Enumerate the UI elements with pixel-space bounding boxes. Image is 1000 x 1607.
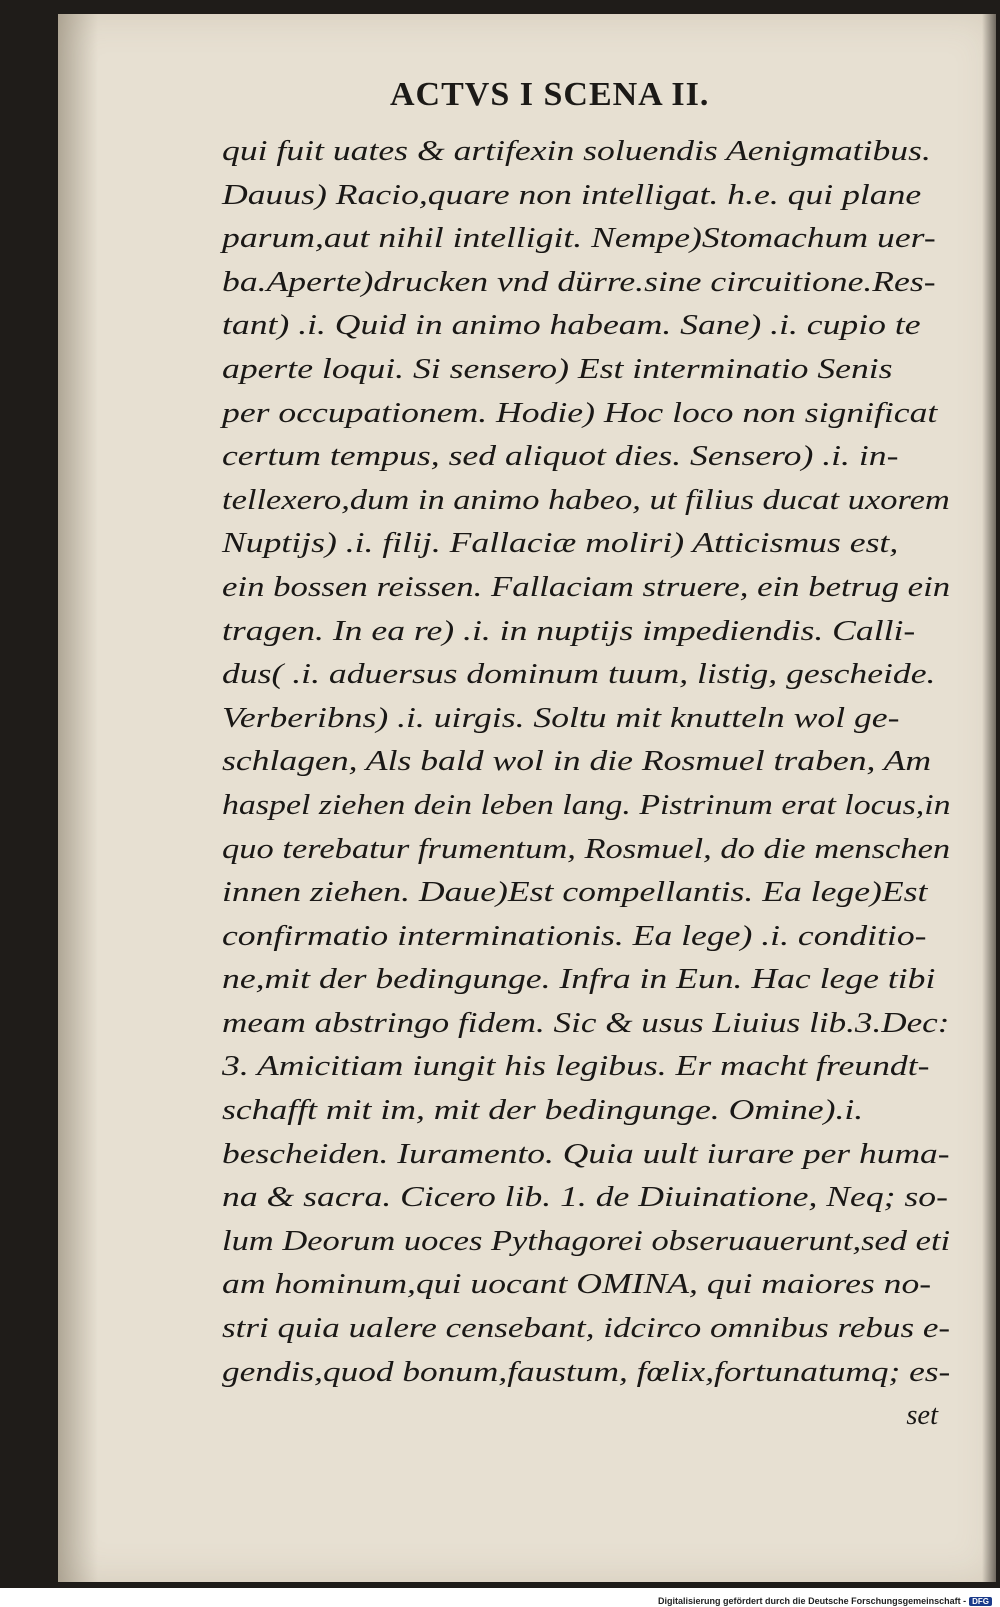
text-line: certum tempus, sed aliquot dies. Sensero) .i. in- [222, 441, 899, 473]
text-line: dus( .i. aduersus dominum tuum, listig, gescheide. [222, 659, 936, 691]
text-line: innen ziehen. Daue)Est compellantis. Ea lege)Est [222, 877, 928, 909]
text-line: ne,mit der bedingunge. Infra in Eun. Hac lege tibi [222, 964, 936, 996]
text-line: bescheiden. Iuramento. Quia uult iurare per huma- [222, 1138, 950, 1170]
text-line: gendis,quod bonum,faustum, fœlix,fortunatumq; es- [222, 1356, 951, 1388]
text-line: tant) .i. Quid in animo habeam. Sane) .i. cupio te [222, 310, 921, 342]
text-line: tragen. In ea re) .i. in nuptijs impediendis. Calli- [222, 615, 916, 647]
text-block [222, 130, 952, 1438]
dfg-logo-icon: DFG [969, 1597, 992, 1606]
text-line: parum,aut nihil intelligit. Nempe)Stomachum uer- [222, 223, 936, 255]
running-header: ACTVS I SCENA II. [390, 76, 710, 113]
text-line: quo terebatur frumentum, Rosmuel, do die menschen [222, 833, 951, 865]
text-line: confirmatio interminationis. Ea lege) .i. conditio- [222, 920, 927, 952]
text-line: schlagen, Als bald wol in die Rosmuel traben, Am [222, 746, 932, 778]
text-line: aperte loqui. Si sensero) Est interminatio Senis [222, 353, 893, 385]
catchword: set [906, 1400, 938, 1432]
digitization-credit [658, 1596, 992, 1606]
text-line: ein bossen reissen. Fallaciam struere, ein betrug ein [222, 571, 951, 603]
text-line: schafft mit im, mit der bedingunge. Omine).i. [222, 1095, 864, 1127]
text-line: qui fuit uates & artifexin soluendis Aenigmatibus. [222, 136, 931, 167]
text-line: Nuptijs) .i. filij. Fallaciæ moliri) Atticismus est, [222, 528, 899, 560]
text-line: tellexero,dum in animo habeo, ut filius ducat uxorem [222, 484, 950, 516]
text-line: Verberibns) .i. uirgis. Soltu mit knutteln wol ge- [222, 702, 900, 734]
text-line: per occupationem. Hodie) Hoc loco non significat [222, 397, 938, 429]
text-line: am hominum,qui uocant OMINA, qui maiores no- [222, 1269, 932, 1301]
page-gutter-shadow [58, 14, 98, 1582]
text-line: meam abstringo fidem. Sic & usus Liuius lib.3.Dec: [222, 1007, 950, 1039]
credit-text: Digitalisierung gefördert durch die Deutsche Forschungsgemeinschaft - [658, 1596, 967, 1606]
text-line: Dauus) Racio,quare non intelligat. h.e. qui plane [222, 179, 922, 211]
text-line: 3. Amicitiam iungit his legibus. Er macht freundt- [222, 1051, 930, 1083]
text-line: haspel ziehen dein leben lang. Pistrinum erat locus,in [222, 789, 951, 821]
text-line: na & sacra. Cicero lib. 1. de Diuinatione, Neq; so- [222, 1182, 948, 1214]
text-line: lum Deorum uoces Pythagorei obseruauerunt,sed eti [222, 1225, 951, 1257]
text-line: stri quia ualere censebant, idcirco omnibus rebus e- [222, 1313, 951, 1345]
text-line: ba.Aperte)drucken vnd dürre.sine circuitione.Res- [222, 266, 936, 298]
